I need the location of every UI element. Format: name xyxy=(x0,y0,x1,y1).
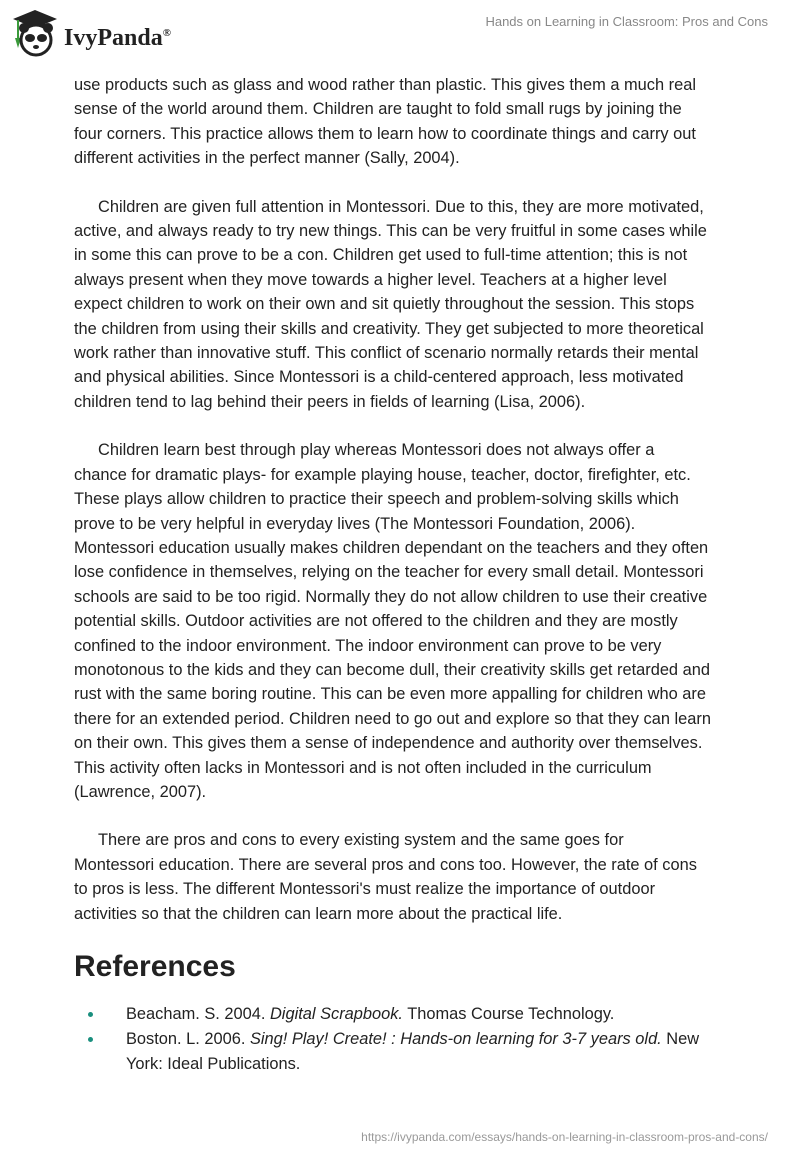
text-line: monotonous to the kids and they can become dull, their creativity skills get retarded and xyxy=(74,660,710,679)
reference-author: Beacham. S. 2004. xyxy=(126,1005,270,1023)
text-line: chance for dramatic plays- for example playing house, teacher, doctor, firefighter, etc. xyxy=(74,465,691,484)
footer-url[interactable]: https://ivypanda.com/essays/hands-on-learning-in-classroom-pros-and-cons/ xyxy=(361,1130,768,1144)
text-line: rust with the same boring routine. This can be even more appalling for children who are xyxy=(74,685,706,704)
text-line: on their own. This gives them a sense of independence and authority over themselves. xyxy=(74,734,703,753)
text-line: four corners. This practice allows them to learn how to coordinate things and carry out xyxy=(74,124,696,143)
text-line: work rather than innovative stuff. This conflict of scenario normally retards their mental xyxy=(74,344,699,363)
text-line: Montessori education. There are several pros and cons too. However, the rate of cons xyxy=(74,855,697,874)
text-line: potential skills. Outdoor activities are not offered to the children and they are mostly xyxy=(74,612,678,631)
ivypanda-logo[interactable] xyxy=(12,8,171,58)
text-line: the children from using their skills and creativity. They get subjected to more theoretical xyxy=(74,319,704,338)
reference-publisher-cont: York: Ideal Publications. xyxy=(126,1055,301,1073)
paragraph xyxy=(74,438,764,804)
text-line: and physical abilities. Since Montessori is a child-centered approach, less motivated xyxy=(74,368,684,387)
text-line: Montessori education usually makes children dependant on the teachers and they often xyxy=(74,538,709,557)
text-line: sense of the world around them. Children are taught to fold small rugs by joining the xyxy=(74,100,682,119)
paragraph xyxy=(74,828,764,926)
reference-author: Boston. L. 2006. xyxy=(126,1030,250,1048)
text-line: always present when they move towards a higher level. Teachers at a higher level xyxy=(74,270,667,289)
text-line: prove to be very helpful in everyday lives (The Montessori Foundation, 2006). xyxy=(74,514,636,533)
text-line: Children learn best through play whereas Montessori does not always offer a xyxy=(98,441,655,460)
text-line: confined to the indoor environment. The indoor environment can prove to be very xyxy=(74,636,662,655)
panda-logo-icon xyxy=(12,8,58,58)
reference-title: Sing! Play! Create! : Hands-on learning for 3-7 years old. xyxy=(249,1030,662,1048)
text-line: There are pros and cons to every existing system and the same goes for xyxy=(98,831,624,850)
references-heading: References xyxy=(74,950,236,983)
reference-publisher: Thomas Course Technology. xyxy=(402,1005,615,1023)
essay-body xyxy=(74,73,764,1077)
reference-title: Digital Scrapbook. xyxy=(269,1005,403,1023)
bullet-icon xyxy=(88,1037,93,1042)
text-line: expect children to work on their own and sit quietly throughout the session. This stops xyxy=(74,295,695,314)
bullet-icon xyxy=(88,1012,93,1017)
document-title: Hands on Learning in Classroom: Pros and Cons xyxy=(485,14,768,29)
text-line: Children are given full attention in Montessori. Due to this, they are more motivated, xyxy=(98,197,704,216)
text-line: different activities in the perfect manner (Sally, 2004). xyxy=(74,149,460,168)
text-line: children tend to lag behind their peers in fields of learning (Lisa, 2006). xyxy=(74,392,586,411)
logo-text: IvyPanda® xyxy=(64,24,171,51)
text-line: in some this can prove to be a con. Children get used to full-time attention; this is not xyxy=(74,246,688,265)
text-line: schools are said to be too rigid. Normally they do not allow children to use their creative xyxy=(74,587,708,606)
text-line: These plays allow children to practice their speech and problem-solving skills which xyxy=(74,490,679,509)
text-line: there for an extended period. Children need to go out and explore so that they can learn xyxy=(74,709,711,728)
references-list xyxy=(74,1002,764,1077)
text-line: active, and always ready to try new things. This can be very fruitful in some cases while xyxy=(74,222,707,241)
reference-publisher: New xyxy=(661,1030,700,1048)
reference-item xyxy=(74,1027,764,1077)
text-line: use products such as glass and wood rather than plastic. This gives them a much real xyxy=(74,76,696,94)
text-line: This activity often lacks in Montessori and is not often included in the curriculum xyxy=(74,758,652,777)
reference-item xyxy=(74,1002,764,1027)
paragraph xyxy=(74,195,764,415)
text-line: lose confidence in themselves, relying on the teacher for every small detail. Montessori xyxy=(74,563,704,582)
text-line: activities so that the children can learn more about the practical life. xyxy=(74,904,563,923)
text-line: to pros is less. The different Montessori's must realize the importance of outdoor xyxy=(74,880,656,899)
paragraph xyxy=(74,73,764,171)
text-line: (Lawrence, 2007). xyxy=(74,782,207,801)
